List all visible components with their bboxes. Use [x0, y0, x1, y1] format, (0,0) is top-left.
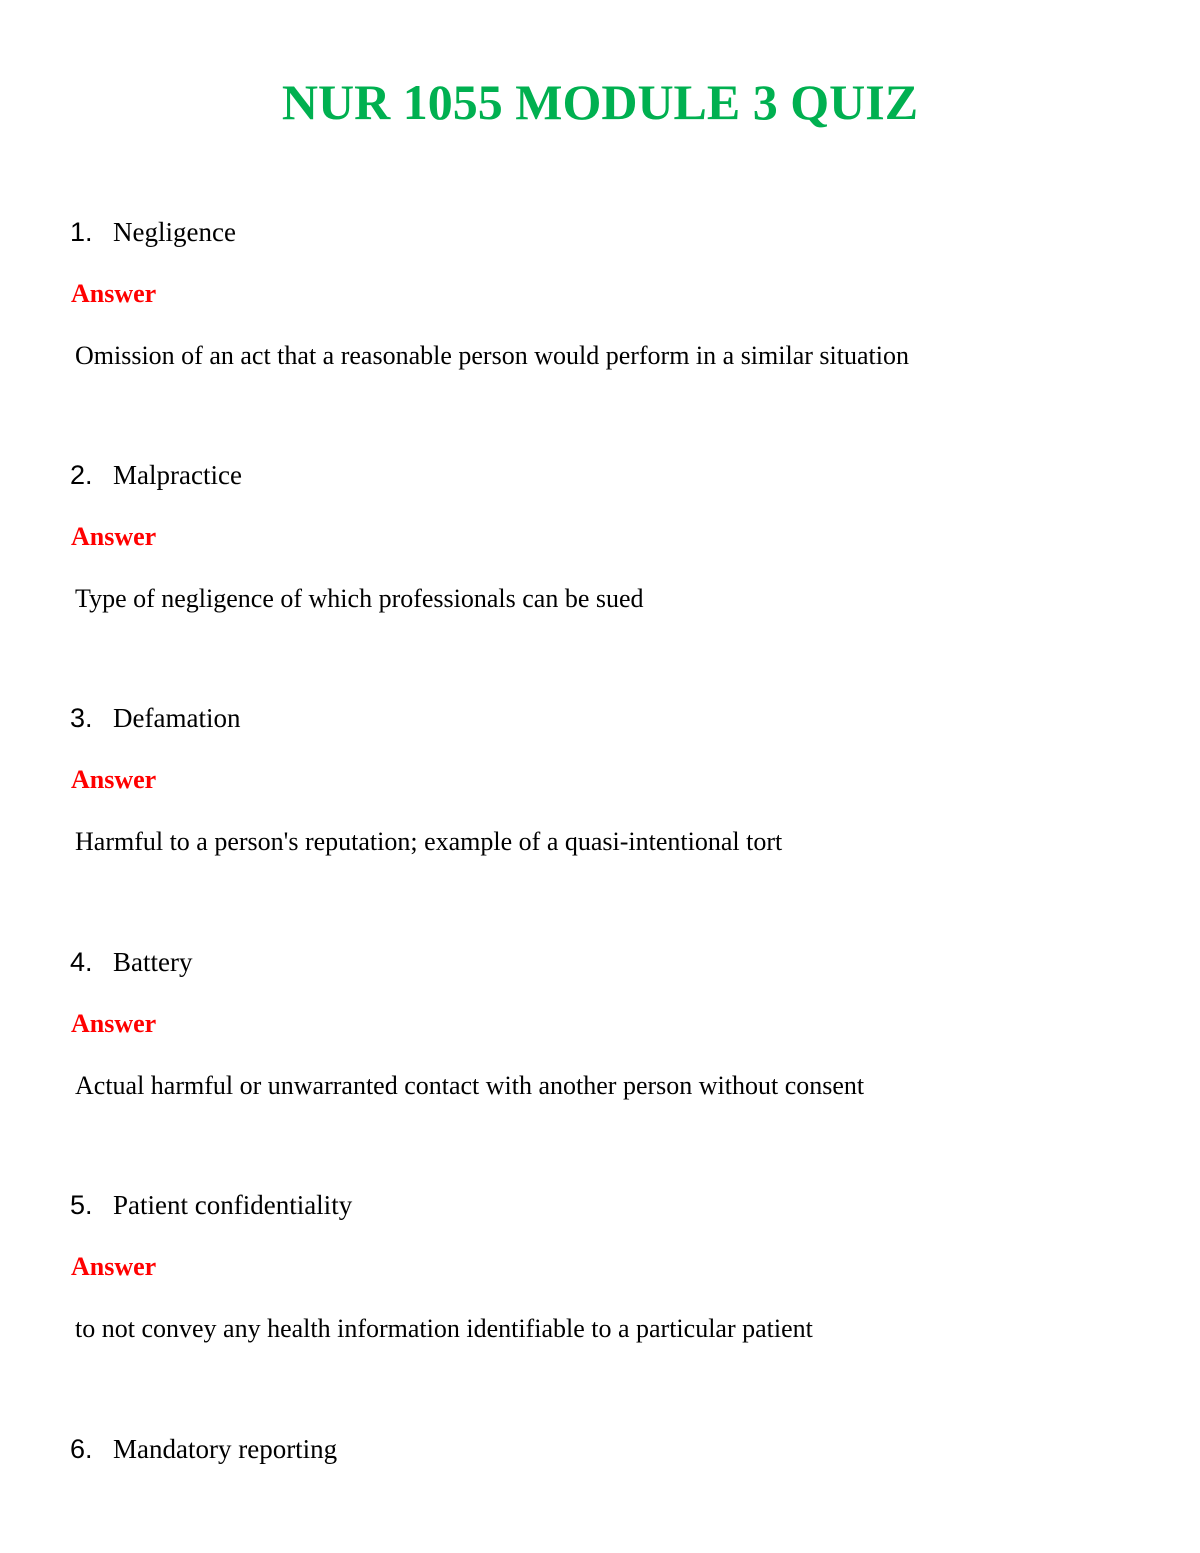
question-1 — [70, 214, 1130, 444]
question-heading — [70, 214, 236, 250]
question-number: 1. — [70, 217, 93, 247]
answer-label: Answer — [71, 1009, 157, 1038]
answer-text: Type of negligence of which professionals can be sued — [75, 584, 644, 613]
question-3 — [70, 700, 1130, 930]
question-4 — [70, 944, 1130, 1174]
answer-text: to not convey any health information identifiable to a particular patient — [75, 1314, 813, 1343]
question-number: 4. — [70, 947, 93, 977]
question-2 — [70, 457, 1130, 687]
question-number: 6. — [70, 1434, 93, 1464]
question-number: 5. — [70, 1190, 93, 1220]
answer-label: Answer — [71, 522, 157, 551]
question-term: Battery — [113, 947, 193, 977]
question-6 — [70, 1431, 1130, 1491]
question-term: Malpractice — [113, 460, 242, 490]
question-heading — [70, 457, 242, 493]
question-heading — [70, 944, 192, 980]
question-heading — [70, 1431, 337, 1467]
question-heading — [70, 700, 240, 736]
question-number: 2. — [70, 460, 93, 490]
question-heading — [70, 1187, 352, 1223]
page-title: NUR 1055 MODULE 3 QUIZ — [281, 74, 919, 130]
answer-text: Omission of an act that a reasonable person would perform in a similar situation — [75, 341, 909, 370]
answer-label: Answer — [71, 279, 157, 308]
answer-text: Actual harmful or unwarranted contact with another person without consent — [75, 1071, 865, 1100]
answer-text: Harmful to a person's reputation; example of a quasi-intentional tort — [75, 827, 783, 856]
question-term: Defamation — [113, 703, 241, 733]
answer-label: Answer — [71, 1252, 157, 1281]
question-term: Mandatory reporting — [113, 1434, 338, 1464]
question-number: 3. — [70, 703, 93, 733]
question-5 — [70, 1187, 1130, 1417]
question-term: Negligence — [113, 217, 236, 247]
question-term: Patient confidentiality — [113, 1190, 353, 1220]
answer-label: Answer — [71, 765, 157, 794]
